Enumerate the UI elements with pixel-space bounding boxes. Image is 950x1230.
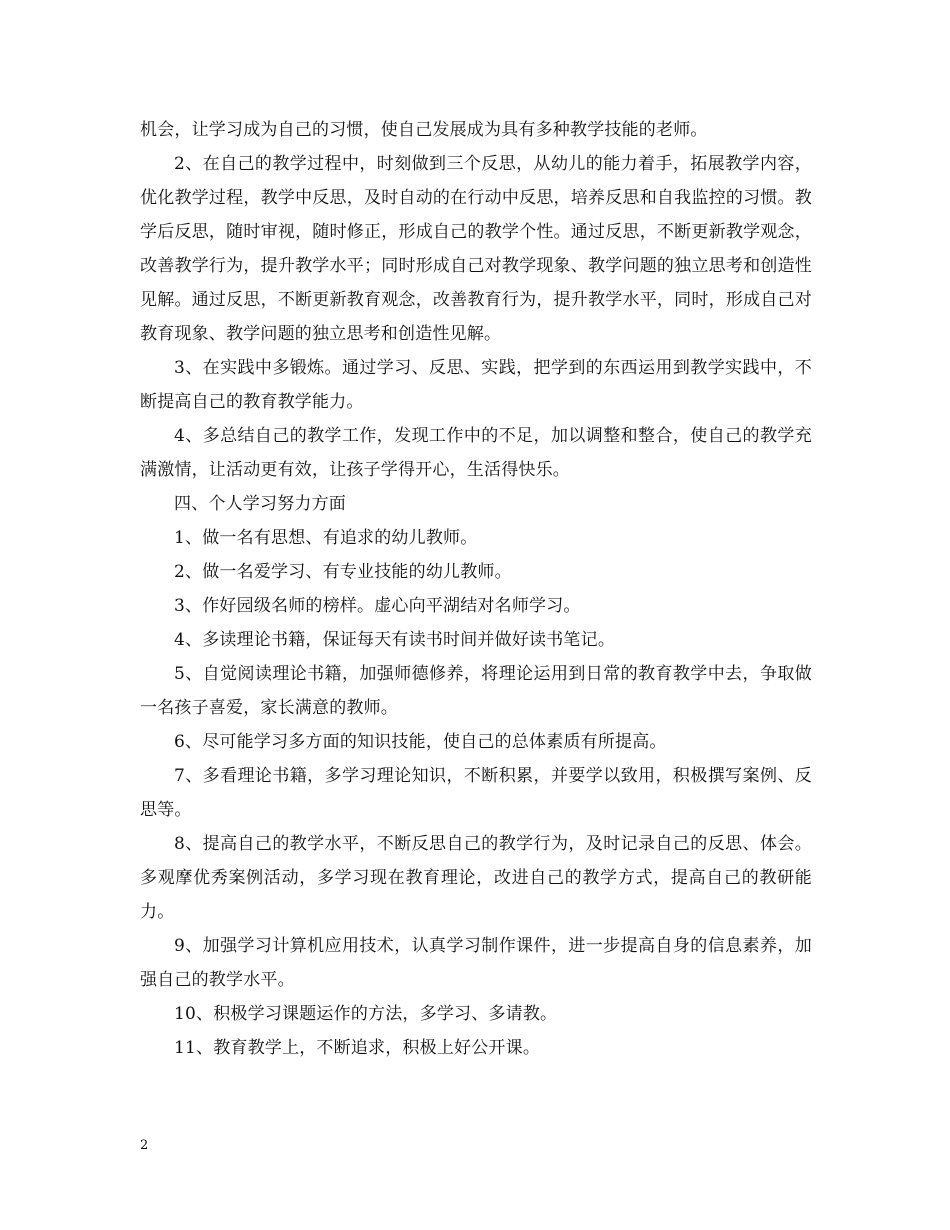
list-item: 11、教育教学上，不断追求，积极上好公开课。 [174, 1038, 541, 1058]
list-item: 5、自觉阅读理论书籍，加强师德修养，将理论运用到日常的教育教学中去，争取做一名孩子喜爱，家长满意的教师。 [140, 664, 812, 718]
paragraph-continuation: 机会，让学习成为自己的习惯，使自己发展成为具有多种教学技能的老师。 [140, 120, 708, 140]
document-body [140, 113, 812, 1065]
list-item: 8、提高自己的教学水平，不断反思自己的教学行为，及时记录自己的反思、体会。多观摩优秀案例活动，多学习现在教育理论，改进自己的教学方式，提高自己的教研能力。 [140, 834, 812, 922]
list-item: 2、做一名爱学习、有专业技能的幼儿教师。 [174, 562, 512, 582]
list-item: 1、做一名有思想、有追求的幼儿教师。 [174, 528, 478, 548]
list-item: 4、多读理论书籍，保证每天有读书时间并做好读书笔记。 [174, 630, 616, 650]
section-heading: 四、个人学习努力方面 [174, 494, 346, 514]
list-item: 6、尽可能学习多方面的知识技能，使自己的总体素质有所提高。 [174, 732, 667, 752]
paragraph-practice: 3、在实践中多锻炼。通过学习、反思、实践，把学到的东西运用到教学实践中，不断提高自己的教育教学能力。 [140, 358, 812, 412]
paragraph-reflection: 2、在自己的教学过程中，时刻做到三个反思，从幼儿的能力着手，拓展教学内容，优化教学过程，教学中反思，及时自动的在行动中反思，培养反思和自我监控的习惯。教学后反思，随时审视，随时修正，形成自己的教学个性。通过反思，不断更新教学观念，改善教学行为，提升教学水平；同时形成自己对教学现象、教学问题的独立思考和创造性见解。通过反思，不断更新教育观念，改善教育行为，提升教学水平，同时，形成自己对教育现象、教学问题的独立思考和创造性见解。 [140, 154, 812, 344]
page-number: 2 [140, 1138, 149, 1153]
paragraph-summary: 4、多总结自己的教学工作，发现工作中的不足，加以调整和整合，使自己的教学充满激情，让活动更有效，让孩子学得开心，生活得快乐。 [140, 426, 812, 480]
list-item: 7、多看理论书籍，多学习理论知识，不断积累，并要学以致用，积极撰写案例、反思等。 [140, 766, 812, 820]
list-item: 10、积极学习课题运作的方法，多学习、多请教。 [174, 1004, 558, 1024]
list-item: 9、加强学习计算机应用技术，认真学习制作课件，进一步提高自身的信息素养，加强自己的教学水平。 [140, 936, 812, 990]
list-item: 3、作好园级名师的榜样。虚心向平湖结对名师学习。 [174, 596, 581, 616]
